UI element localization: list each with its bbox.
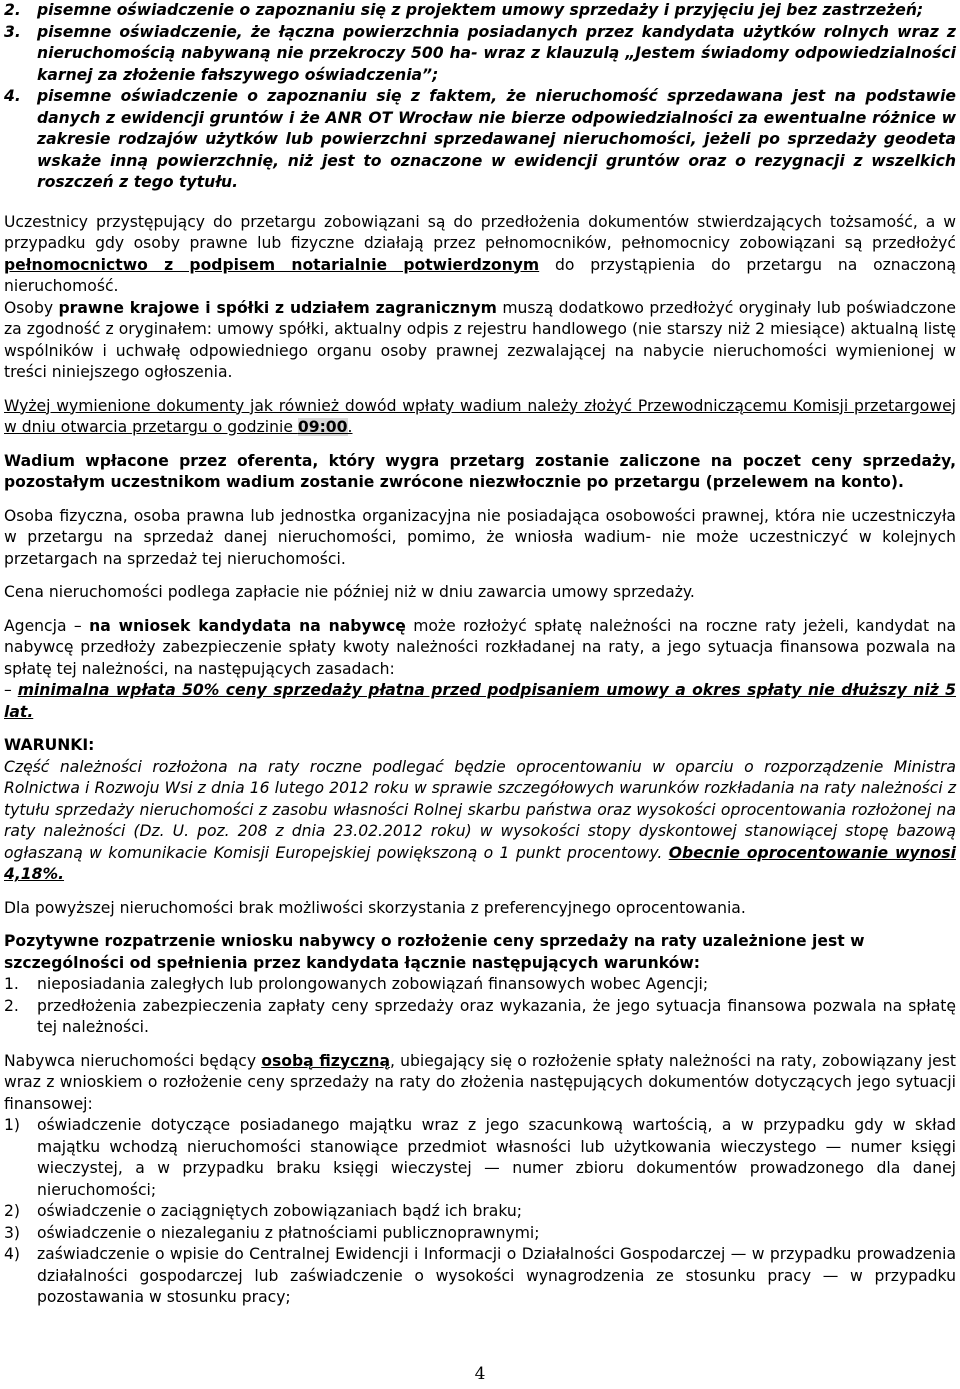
text-run: Osoby	[4, 298, 59, 317]
request-emphasis: na wniosek kandydata na nabywcę	[89, 616, 406, 635]
text-run: Agencja –	[4, 616, 90, 635]
documents-paragraph	[4, 396, 956, 439]
text-run: Uczestnicy przystępujący do przetargu zobowiązani są do przedłożenia dokumentów stwierdzających tożsamość, a w przypadku gdy osoby prawne lub fizyczne działają przez pełnomocników, pełnomocnicy zobowiązani są przedłożyć	[4, 212, 956, 252]
text-run: Wyżej wymienione dokumenty jak również dowód wpłaty wadium należy złożyć Przewodniczącemu Komisji przetargowej w dniu otwarcia przetargu o godzinie	[4, 396, 956, 436]
text-run: Część należności rozłożona na raty roczne podlegać będzie oprocentowaniu w oparciu o rozporządzenie Ministra Rolnictwa i Rozwoju Wsi z dnia 16 lutego 2012 roku w sprawie szczegółowych warunków rozkładania na raty należności z tytułu sprzedaży nieruchomości z zasobu własności Rolnej skarbu państwa oraz wysokości oprocentowania rozłożonej na raty należności (Dz. U. poz. 208 z dnia 23.02.2012 roku) w wysokości stopy dyskontowej stanowiącej stopę bazową ogłaszaną w komunikacie Komisji Europejskiej powiększoną o 1 punkt procentowy.	[4, 757, 956, 862]
list-text: pisemne oświadczenie o zapoznaniu się z faktem, że nieruchomość sprzedawana jest na podstawie danych z ewidencji gruntów i że ANR OT Wrocław nie bierze odpowiedzialności za ewentualne różnice w zakresie rodzajów użytków lub powierzchni sprzedawanej nieruchomości, jeżeli po sprzedaży geodeta wskaże inną powierzchnię, niż jest to oznaczone w ewidencji gruntów oraz o rezygnacji z wszelkich roszczeń z tego tytułu.	[37, 87, 956, 191]
list-item	[4, 1115, 956, 1201]
minimum-payment-text: minimalna wpłata 50% ceny sprzedaży płatna przed podpisaniem umowy a okres spłaty nie dłuższy niż 5 lat.	[4, 681, 956, 721]
list-item	[4, 1201, 956, 1223]
list-number: 2.	[4, 1, 21, 19]
top-list	[4, 0, 956, 194]
list-text: nieposiadania zaległych lub prolongowanych zobowiązań finansowych wobec Agencji;	[37, 975, 709, 993]
list-number: 1.	[4, 975, 19, 993]
power-of-attorney-emphasis: pełnomocnictwo z podpisem notarialnie potwierdzonym	[4, 255, 540, 274]
positive-review-heading: Pozytywne rozpatrzenie wniosku nabywcy o rozłożenie ceny sprzedaży na raty uzależnione jest w szczególności od spełnienia przez kandydata łącznie następujących warunków:	[4, 932, 865, 972]
text-run: do przystąpienia do przetargu na oznaczoną nieruchomość.	[4, 255, 956, 295]
list-number: 3)	[4, 1223, 21, 1242]
list-text: oświadczenie o zaciągniętych zobowiązaniach bądź ich braku;	[37, 1202, 523, 1220]
dash: –	[4, 681, 18, 699]
no-preferential-paragraph: Dla powyższej nieruchomości brak możliwości skorzystania z preferencyjnego oprocentowania.	[4, 898, 746, 917]
list-number: 3.	[4, 22, 21, 41]
interest-rate: Obecnie oprocentowanie wynosi 4,18%.	[4, 843, 956, 883]
list-item	[4, 86, 956, 194]
positive-review-block	[4, 931, 956, 1039]
text-run: , ubiegający się o rozłożenie spłaty należności na raty, zobowiązany jest wraz z wnioskiem o rozłożenie ceny sprzedaży na raty do złożenia następujących dokumentów dotyczących jego sytuacji finansowej:	[4, 1051, 956, 1113]
conditions-block	[4, 735, 956, 886]
list-item	[4, 0, 956, 22]
list-item	[4, 1223, 956, 1245]
list-item	[4, 996, 956, 1039]
installments-block	[4, 616, 956, 724]
page-number: 4	[474, 1364, 486, 1384]
list-number: 2)	[4, 1202, 21, 1220]
conditions-text	[4, 757, 956, 886]
natural-person-paragraph	[4, 1051, 956, 1116]
agency-paragraph	[4, 616, 956, 681]
list-item	[4, 974, 956, 996]
list-text: oświadczenie dotyczące posiadanego majątku wraz z jego szacunkową wartością, a w przypadku gdy w skład majątku wchodzą nieruchomości stanowiące przedmiot własności lub użytkowania wieczystego — numer księgi wieczystej, a w przypadku braku księgi wieczystej — numer zbioru dokumentów prowadzonego dla danej nieruchomości;	[37, 1116, 956, 1199]
list-number: 4)	[4, 1245, 21, 1263]
conditions-heading: WARUNKI:	[4, 736, 95, 754]
deposit-paragraph: Wadium wpłacone przez oferenta, który wygra przetarg zostanie zaliczone na poczet ceny sprzedaży, pozostałym uczestnikom wadium zostanie zwrócone niezwłocznie po przetargu (przelewem na konto).	[4, 451, 956, 491]
text-run: Nabywca nieruchomości będący	[4, 1051, 262, 1070]
document-page	[4, 0, 956, 1309]
list-text: pisemne oświadczenie o zapoznaniu się z projektem umowy sprzedaży i przyjęciu jej bez zastrzeżeń;	[37, 1, 924, 19]
text-run: muszą dodatkowo przedłożyć oryginały lub poświadczone za zgodność z oryginałem: umowy spółki, aktualny odpis z rejestru handlowego (nie starszy niż 2 miesiące) aktualną listę wspólników i uchwałę odpowiedniego organu osoby prawnej zezwalającej na nabycie nieruchomości wymienionej w treści niniejszego ogłoszenia.	[4, 298, 956, 381]
list-text: oświadczenie o niezaleganiu z płatnościami publicznoprawnymi;	[37, 1223, 540, 1242]
list-item	[4, 22, 956, 87]
list-number: 1)	[4, 1116, 21, 1134]
list-number: 4.	[4, 87, 21, 105]
list-item	[4, 1244, 956, 1309]
legal-persons-paragraph	[4, 298, 956, 384]
natural-person-emphasis: osobą fizyczną	[261, 1051, 390, 1070]
text-run: .	[347, 418, 353, 436]
opening-time: 09:00	[297, 418, 348, 436]
list-text: zaświadczenie o wpisie do Centralnej Ewidencji i Informacji o Działalności Gospodarczej — w przypadku prowadzenia działalności gospodarczej lub zaświadczenie o wysokości wynagrodzenia ze stosunku pracy — w przypadku pozostawania w stosunku pracy;	[37, 1245, 956, 1306]
legal-persons-emphasis: prawne krajowe i spółki z udziałem zagranicznym	[58, 298, 497, 317]
participants-paragraph	[4, 212, 956, 298]
list-text: przedłożenia zabezpieczenia zapłaty ceny sprzedaży oraz wykazania, że jego sytuacja finansowa pozwala na spłatę tej należności.	[37, 996, 956, 1036]
minimum-payment-line	[4, 680, 956, 723]
list-number: 2.	[4, 996, 19, 1015]
non-participant-paragraph: Osoba fizyczna, osoba prawna lub jednostka organizacyjna nie posiadająca osobowości prawnej, która nie uczestniczyła w przetargu na sprzedaż danej nieruchomości, pomimo, że wniosła wadium- nie może uczestniczyć w kolejnych przetargach na sprzedaż tej nieruchomości.	[4, 506, 956, 568]
natural-person-block	[4, 1051, 956, 1309]
list-text: pisemne oświadczenie, że łączna powierzchnia posiadanych przez kandydata użytków rolnych wraz z nieruchomością nabywaną nie przekroczy 500 ha- wraz z klauzulą „Jestem świadomy odpowiedzialności karnej za złożenie fałszywego oświadczenia”;	[37, 22, 956, 84]
text-run: może rozłożyć spłatę należności na roczne raty jeżeli, kandydat na nabywcę przedłoży zabezpieczenie spłaty kwoty należności rozkładanej na raty, a jego sytuacja finansowa pozwala na spłatę tej należności, na następujących zasadach:	[4, 616, 957, 678]
price-paragraph: Cena nieruchomości podlega zapłacie nie później niż w dniu zawarcia umowy sprzedaży.	[4, 583, 695, 601]
